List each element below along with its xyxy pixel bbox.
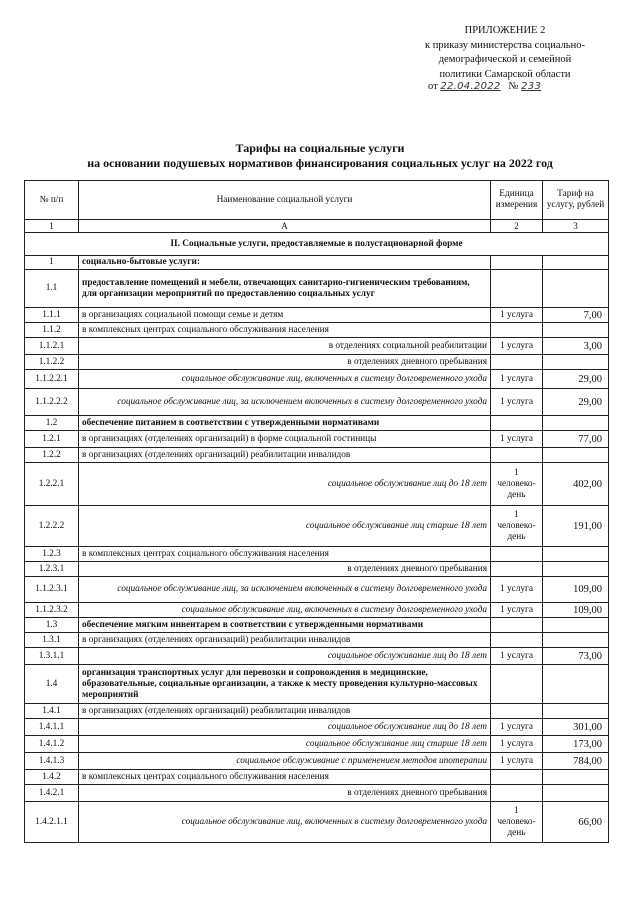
service-name: в комплексных центрах социального обслуживания населения [79,770,491,785]
table-row [25,562,609,577]
service-name: организация транспортных услуг для перевозки и сопровождения в медицинские, образовательные, социальные организации, а также к месту проведения культурно-массовых мероприятий [79,665,491,704]
order-date-line [428,81,541,92]
service-name: обеспечение мягким инвентарем в соответствии с утвержденными нормативами [79,618,491,633]
unit-of-measure [491,416,543,431]
tariff-price: 109,00 [543,603,609,618]
tariff-price [543,355,609,370]
table-row [25,448,609,463]
service-name: в отделениях дневного пребывания [79,562,491,577]
colnum-num: 1 [25,220,79,233]
unit-of-measure [491,547,543,562]
unit-of-measure: 1 услуга [491,603,543,618]
tariff-price [543,562,609,577]
table-row [25,370,609,389]
service-name: социальное обслуживание лиц, включенных в систему долговременного ухода [79,603,491,618]
appendix-title: ПРИЛОЖЕНИЕ 2 [464,25,546,36]
table-row [25,547,609,562]
appendix-line: к приказу министерства социально- [425,39,585,51]
service-name: обеспечение питанием в соответствии с утвержденными нормативами [79,416,491,431]
order-date-handwritten: 22.04.2022 [440,81,501,92]
row-number: 1.1.2.1 [25,338,79,355]
colnum-name: А [79,220,491,233]
row-number: 1.2.1 [25,431,79,448]
tariff-price [543,256,609,270]
row-number: 1.4.2.1.1 [25,802,79,843]
tariff-price: 77,00 [543,431,609,448]
row-number: 1.2.3 [25,547,79,562]
number-prefix: № [508,81,519,92]
row-number: 1.4.1.2 [25,736,79,753]
service-name: социальное обслуживание лиц до 18 лет [79,719,491,736]
tariff-price: 66,00 [543,802,609,843]
tariff-price [543,547,609,562]
row-number: 1.2.2.2 [25,506,79,547]
tariff-table [24,180,609,843]
table-row [25,323,609,338]
service-name: в комплексных центрах социального обслуживания населения [79,323,491,338]
header-unit: Единица измерения [491,181,543,220]
unit-of-measure: 1 услуга [491,736,543,753]
table-row [25,463,609,506]
unit-of-measure [491,256,543,270]
unit-of-measure [491,448,543,463]
service-name: в отделениях социальной реабилитации [79,338,491,355]
table-row [25,665,609,704]
section-title: II. Социальные услуги, предоставляемые в полустационарной форме [25,233,609,256]
row-number: 1.1.2.2 [25,355,79,370]
service-name: социальное обслуживание лиц до 18 лет [79,648,491,665]
tariff-price [543,270,609,308]
unit-of-measure: 1 услуга [491,719,543,736]
colnum-price: 3 [543,220,609,233]
row-number: 1.4.1.3 [25,753,79,770]
row-number: 1.4.1 [25,704,79,719]
unit-of-measure: 1 услуга [491,648,543,665]
appendix-block [395,24,615,82]
unit-of-measure: 1 услуга [491,308,543,323]
row-number: 1.1 [25,270,79,308]
unit-of-measure [491,618,543,633]
table-header-row [25,181,609,220]
unit-of-measure: 1 услуга [491,753,543,770]
table-row [25,577,609,603]
table-row [25,785,609,802]
unit-of-measure [491,704,543,719]
tariff-price: 191,00 [543,506,609,547]
unit-of-measure [491,785,543,802]
service-name: социальное обслуживание лиц, включенных в систему долговременного ухода [79,370,491,389]
row-number: 1.2.2.1 [25,463,79,506]
unit-of-measure: 1 услуга [491,389,543,416]
service-name: социальное обслуживание лиц, за исключением включенных в систему долговременного ухода [79,389,491,416]
row-number: 1.1.2.2.2 [25,389,79,416]
unit-of-measure [491,562,543,577]
row-number: 1.1.2.2.1 [25,370,79,389]
unit-of-measure: 1 услуга [491,431,543,448]
colnum-unit: 2 [491,220,543,233]
service-name: в отделениях дневного пребывания [79,355,491,370]
tariff-price: 173,00 [543,736,609,753]
row-number: 1.2.3.1 [25,562,79,577]
tariff-price [543,785,609,802]
row-number: 1.4 [25,665,79,704]
tariff-price: 109,00 [543,577,609,603]
service-name: социальное обслуживание лиц, за исключением включенных в систему долговременного ухода [79,577,491,603]
table-row [25,389,609,416]
table-row [25,338,609,355]
service-name: в организациях социальной помощи семье и детям [79,308,491,323]
tariff-price [543,323,609,338]
service-name: в организациях (отделениях организаций) реабилитации инвалидов [79,704,491,719]
tariff-price [543,704,609,719]
tariff-price: 301,00 [543,719,609,736]
tariff-price [543,770,609,785]
service-name: в отделениях дневного пребывания [79,785,491,802]
appendix-line: политики Самарской области [439,68,571,80]
header-price: Тариф на услугу, рублей [543,181,609,220]
service-name: социальное обслуживание лиц до 18 лет [79,463,491,506]
tariff-price [543,416,609,431]
tariff-price: 29,00 [543,389,609,416]
row-number: 1.3 [25,618,79,633]
unit-of-measure: 1 услуга [491,577,543,603]
unit-of-measure: 1 услуга [491,338,543,355]
table-row [25,603,609,618]
unit-of-measure: 1 человеко-день [491,506,543,547]
row-number: 1.1.2.3.2 [25,603,79,618]
table-row [25,704,609,719]
unit-of-measure [491,323,543,338]
service-name: социальное обслуживание с применением методов ипотерапии [79,753,491,770]
table-row [25,431,609,448]
table-row [25,618,609,633]
table-row [25,355,609,370]
table-row [25,308,609,323]
row-number: 1.3.1 [25,633,79,648]
service-name: социальное обслуживание лиц старше 18 лет [79,736,491,753]
table-row [25,802,609,843]
header-name: Наименование социальной услуги [79,181,491,220]
tariff-price: 7,00 [543,308,609,323]
section-row [25,233,609,256]
service-name: в комплексных центрах социального обслуживания населения [79,547,491,562]
table-row [25,416,609,431]
tariff-price: 402,00 [543,463,609,506]
document-title [0,141,640,171]
row-number: 1.3.1.1 [25,648,79,665]
tariff-price [543,665,609,704]
service-name: предоставление помещений и мебели, отвечающих санитарно-гигиеническим требованиям, для организации мероприятий по предоставлению социальных услуг [79,270,491,308]
tariff-price: 784,00 [543,753,609,770]
unit-of-measure [491,633,543,648]
unit-of-measure [491,355,543,370]
unit-of-measure [491,770,543,785]
tariff-price [543,618,609,633]
service-name: в организациях (отделениях организаций) в форме социальной гостиницы [79,431,491,448]
unit-of-measure [491,665,543,704]
table-row [25,736,609,753]
tariff-price [543,633,609,648]
row-number: 1.4.1.1 [25,719,79,736]
row-number: 1.1.2 [25,323,79,338]
table-row [25,648,609,665]
table-row [25,270,609,308]
row-number: 1.1.1 [25,308,79,323]
column-number-row [25,220,609,233]
title-line-1: Тарифы на социальные услуги [235,141,405,155]
row-number: 1.1.2.3.1 [25,577,79,603]
date-prefix: от [428,81,438,92]
row-number: 1.4.2.1 [25,785,79,802]
table-row [25,506,609,547]
row-number: 1.2.2 [25,448,79,463]
service-name: социально-бытовые услуги: [79,256,491,270]
row-number: 1 [25,256,79,270]
unit-of-measure: 1 услуга [491,370,543,389]
header-num: № п/п [25,181,79,220]
table-row [25,770,609,785]
appendix-line: демографической и семейной [438,54,572,65]
title-line-2: на основании подушевых нормативов финансирования социальных услуг на 2022 год [87,156,553,170]
table-row [25,633,609,648]
table-row [25,753,609,770]
tariff-price [543,448,609,463]
unit-of-measure: 1 человеко-день [491,802,543,843]
row-number: 1.4.2 [25,770,79,785]
unit-of-measure: 1 человеко-день [491,463,543,506]
order-number-handwritten: 233 [521,81,542,92]
service-name: в организациях (отделениях организаций) реабилитации инвалидов [79,633,491,648]
unit-of-measure [491,270,543,308]
tariff-price: 29,00 [543,370,609,389]
service-name: социальное обслуживание лиц старше 18 лет [79,506,491,547]
row-number: 1.2 [25,416,79,431]
table-row [25,719,609,736]
tariff-price: 73,00 [543,648,609,665]
tariff-price: 3,00 [543,338,609,355]
service-name: в организациях (отделениях организаций) реабилитации инвалидов [79,448,491,463]
service-name: социальное обслуживание лиц, включенных в систему долговременного ухода [79,802,491,843]
table-row [25,256,609,270]
